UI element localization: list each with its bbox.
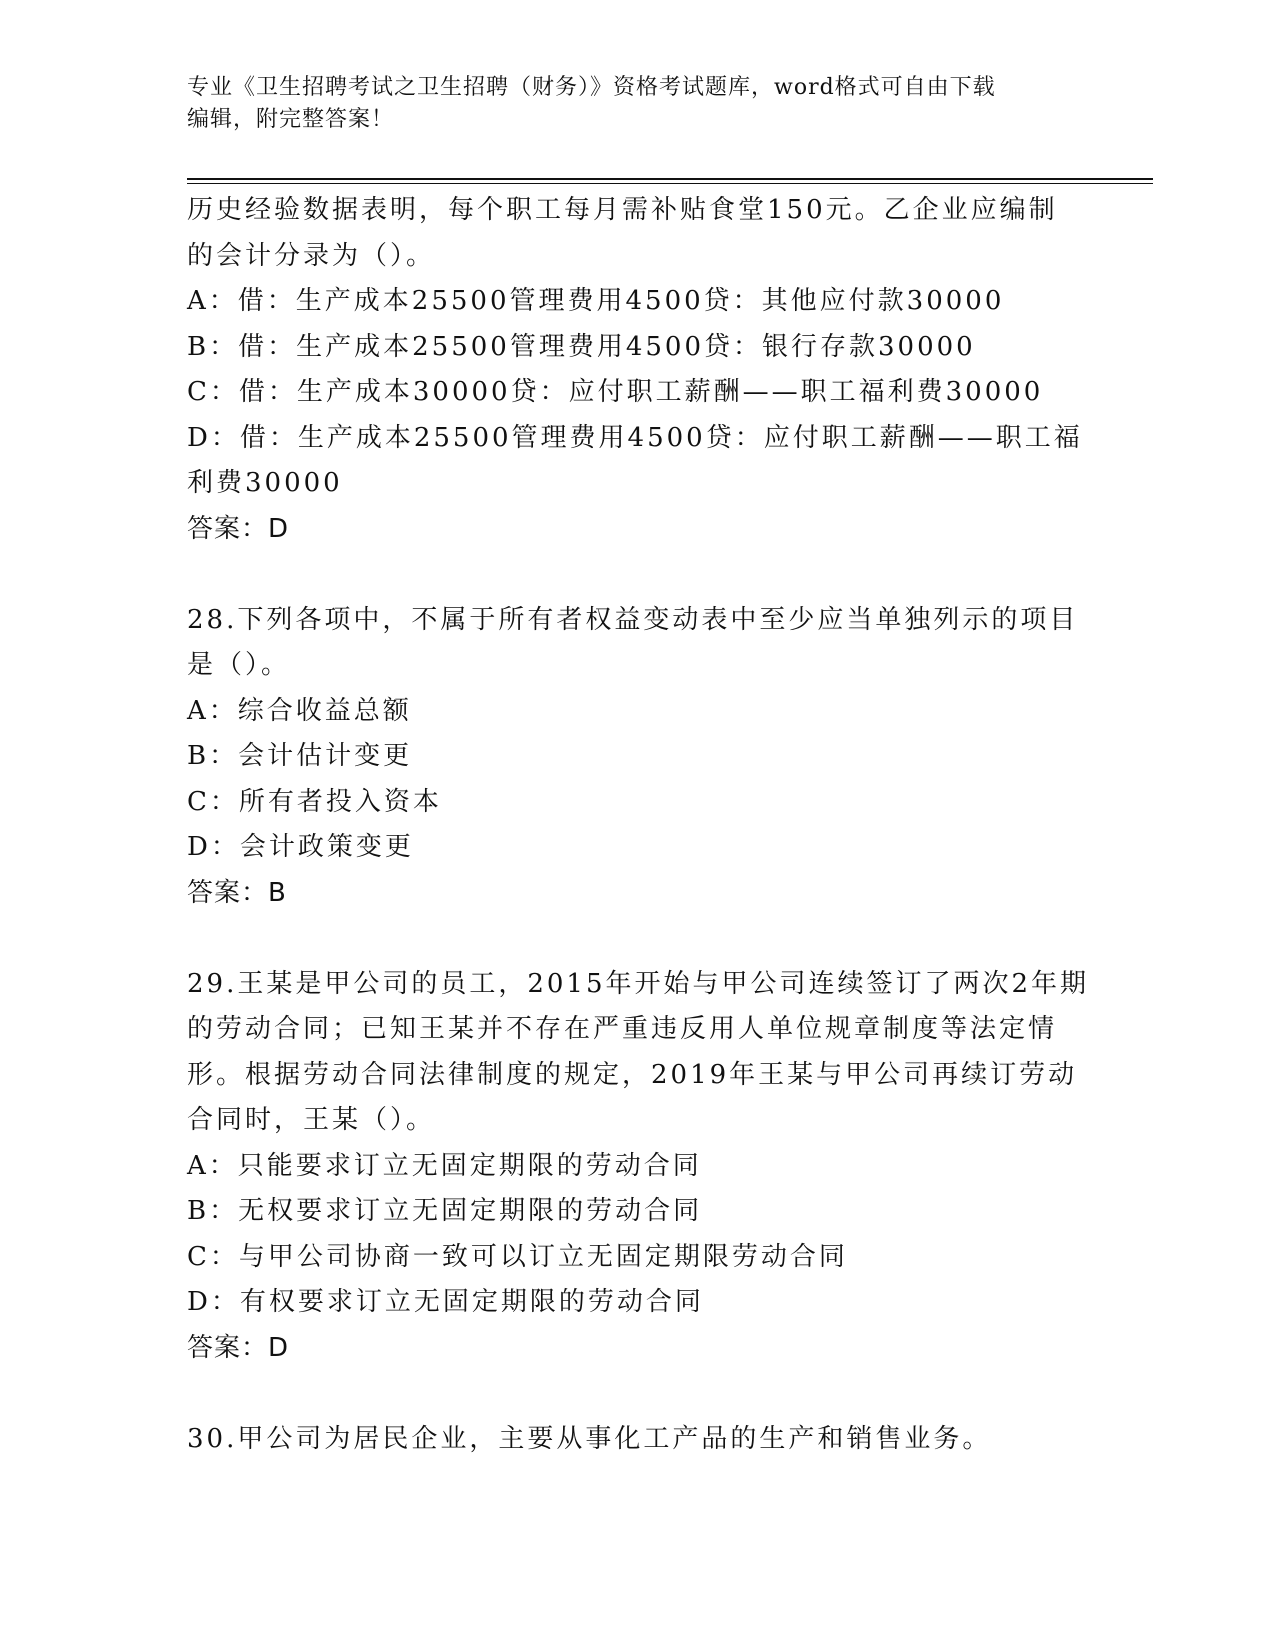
header-divider-thick <box>187 178 1153 180</box>
question-content <box>187 188 1090 1462</box>
option-c: C：借：生产成本30000贷：应付职工薪酬——职工福利费30000 <box>187 377 1044 407</box>
option-b: B：会计估计变更 <box>187 741 413 771</box>
option-b: B：无权要求订立无固定期限的劳动合同 <box>187 1196 703 1226</box>
question-29 <box>187 962 1090 1372</box>
option-d: D：借：生产成本25500管理费用4500贷：应付职工薪酬——职工福 <box>187 422 1083 453</box>
question-stem-line: 28.下列各项中，不属于所有者权益变动表中至少应当单独列示的项目 <box>187 604 1079 635</box>
answer-label: 答案：B <box>187 877 287 908</box>
option-c: C：与甲公司协商一致可以订立无固定期限劳动合同 <box>187 1241 848 1272</box>
question-stem-line: 30.甲公司为居民企业，主要从事化工产品的生产和销售业务。 <box>187 1423 992 1454</box>
question-stem-line: 形。根据劳动合同法律制度的规定，2019年王某与甲公司再续订劳动 <box>187 1059 1078 1090</box>
header-divider-thin <box>187 183 1153 184</box>
option-a: A：借：生产成本25500管理费用4500贷：其他应付款30000 <box>187 286 1005 316</box>
question-stem-line: 是（）。 <box>187 650 291 680</box>
answer-label: 答案：D <box>187 513 290 544</box>
header-line-2: 编辑，附完整答案！ <box>187 107 395 132</box>
question-stem-line: 的会计分录为（）。 <box>187 240 436 271</box>
option-b: B：借：生产成本25500管理费用4500贷：银行存款30000 <box>187 331 976 362</box>
question-stem-line: 的劳动合同；已知王某并不存在严重违反用人单位规章制度等法定情 <box>187 1014 1058 1044</box>
option-c: C：所有者投入资本 <box>187 786 442 817</box>
question-stem-line: 合同时，王某（）。 <box>187 1105 436 1135</box>
document-header <box>187 72 1087 136</box>
question-stem-line: 历史经验数据表明，每个职工每月需补贴食堂150元。乙企业应编制 <box>187 195 1058 225</box>
header-line-1: 专业《卫生招聘考试之卫生招聘（财务）》资格考试题库，word格式可自由下载 <box>187 75 996 100</box>
question-30 <box>187 1417 1087 1463</box>
option-a: A：综合收益总额 <box>187 695 412 726</box>
question-stem-line: 29.王某是甲公司的员工，2015年开始与甲公司连续签订了两次2年期 <box>187 968 1090 999</box>
question-27 <box>187 188 1087 552</box>
question-28 <box>187 598 1087 917</box>
option-d: D：有权要求订立无固定期限的劳动合同 <box>187 1287 704 1317</box>
option-d-continued: 利费30000 <box>187 468 343 498</box>
answer-label: 答案：D <box>187 1332 290 1363</box>
option-a: A：只能要求订立无固定期限的劳动合同 <box>187 1150 702 1181</box>
option-d: D：会计政策变更 <box>187 832 414 862</box>
